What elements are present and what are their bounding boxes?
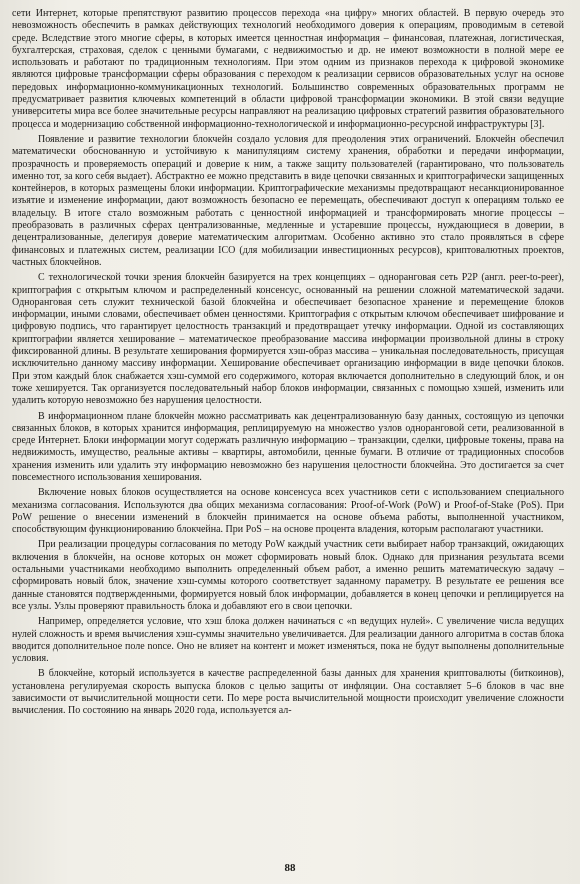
- paragraph-3: С технологической точки зрения блокчейн базируется на трех концепциях – одноранговая сеть P2P (англ. peer-to-peer), криптография с открытым ключом и распределенный консенсус, основанный на решении сложной математической задачи. Одноранговая сеть служит технической базой блокчейна и обеспечивает безопасное хранение и перемещение блоков информации, иными словами, обеспечивает обмен ценностями. Криптография с открытым ключом обеспечивает шифрование и цифровую подпись, что гарантирует целостность транзакций и предотвращает утечку информации. Одной из составляющих криптографии является хеширование – математическое преобразование массива информации произвольной длины в строку фиксированной длины. В результате хеширования формируется хэш-образ массива – уникальная последовательность, присущая исключительно данному массиву информации. Хеширование обеспечивает организацию информации в виде цепочки блоков. При этом каждый блок снабжается хэш-суммой его содержимого, которая включается дополнительно в следующий блок, и он тоже хешируется. Так организуется последовательный набор блоков информации, связанных с помощью хэшей, изменить или удалить которую невозможно без нарушения целостности.: [12, 272, 564, 407]
- paragraph-1: сети Интернет, которые препятствуют развитию процессов перехода «на цифру» многих областей. В первую очередь это невозможность обеспечить в рамках действующих технологий необходимого доверия к операциям, проводимым в сетевой среде. Вследствие этого многие сферы, в которых имеется ценностная информация – финансовая, платежная, логистическая, бухгалтерская, страховая, сделок с ценными бумагами, с недвижимостью и др. не имеют возможности в полной мере ее использовать и работают по традиционным технологиям. При этом одним из признаков перехода к цифровой экономике являются цифровые трансформации сферы образования с переходом к реализации сервисов образовательных услуг на основе передовых информационно-коммуникационных технологий. Большинство современных образовательных программ не предусматривает развития ключевых компетенций в области цифровой трансформации экономики. В этой связи ведущие университеты мира все более значительные ресурсы направляют на реализацию цифровых стратегий развития образовательного процесса и модернизацию собственной информационно-технологической и информационно-ресурсной инфраструктуры [3].: [12, 8, 564, 130]
- paragraph-5: Включение новых блоков осуществляется на основе консенсуса всех участников сети с использованием специального механизма согласования. Используются два общих механизма согласования: Proof-of-Work (PoW) и Proof-of-Stake (PoS). При PoW решение о внесении изменений в блокчейн принимается на основе объема работы, выполненной участником, способствующим функционированию блокчейна. При PoS – на основе процента владения, которым располагают участники.: [12, 487, 564, 536]
- paragraph-6: При реализации процедуры согласования по методу PoW каждый участник сети выбирает набор транзакций, ожидающих включения в блокчейн, на основе которых он может сформировать новый блок. Однако для признания результата всеми остальными участниками необходимо выполнить определенный объем работ, а именно решить математическую задачу – сформировать новый блок, значение хэш-суммы которого соответствует заданному параметру. В результате ее решения все данные становятся подтвержденными, формируется новый блок информации, добавляется в конец цепочки и реплицируется на все узлы. Узлы проверяют правильность блока и добавляют его в свои цепочки.: [12, 539, 564, 612]
- page-number: 88: [284, 862, 296, 874]
- paragraph-4: В информационном плане блокчейн можно рассматривать как децентрализованную базу данных, состоящую из цепочки связанных блоков, в которых хранится информация, реплицируемую на множество узлов одноранговой сети, реализованной в среде Интернет. Блоки информации могут содержать различную информацию – транзакции, сделки, цифровые токены, права на недвижимость, имущество, реальные активы – квартиры, автомобили, ценные бумаги. В отличие от традиционных способов хранения изменить или удалить эту информацию невозможно без нарушения целостности блокчейна. Это достигается за счет повсеместного использования хеширования.: [12, 410, 564, 483]
- paragraph-8: В блокчейне, который используется в качестве распределенной базы данных для хранения криптовалюты (биткоинов), установлена регулируемая скорость выпуска блоков с целью защиты от инфляции. Она составляет 5–6 блоков в час вне зависимости от вычислительной мощности сети. По мере роста вычислительной мощности происходит увеличение сложности вычисления. По состоянию на январь 2020 года, используется ал-: [12, 668, 564, 717]
- paragraph-2: Появление и развитие технологии блокчейн создало условия для преодоления этих ограничений. Блокчейн обеспечил математически обоснованную и устойчивую к манипуляциям систему хранения, обработки и передачи информации, прозрачность и проверяемость операций и доверие к ним, а также защиту пользователей (гарантировано, что пользователь именно тот, за кого себя выдает). Абстрактно ее можно представить в виде цепочки связанных и криптографически защищенных контейнеров, в которых размещены блоки информации. Криптографические механизмы предотвращают несанкционированное изъятие и изменение информации, дают возможность безопасно ее перемещать, обеспечивают доступ к операциям только ее владельцу. В итоге стало возможным работать с ценностной информацией и трансформировать многие процессы – преобразовать в различных сферах централизованные, медленные и устаревшие процессы, нуждающиеся в доверии, в децентрализованные, делегируя доверие математическим алгоритмам. Особенно активно это стало проявляться в сфере финансовых и платежных систем, реализации ICO (для мобилизации инвестиционных ресурсов), криптовалютных проектов, частных блокчейнов.: [12, 133, 564, 268]
- paragraph-7: Например, определяется условие, что хэш блока должен начинаться с «n ведущих нулей». С увеличение числа ведущих нулей сложность и время вычисления хэш-суммы значительно увеличивается. Для реализации данного алгоритма в состав блока вводится дополнительное поле nonce. Оно не влияет на контент и может изменяться, пока не будут выполнены дополнительные условия.: [12, 616, 564, 665]
